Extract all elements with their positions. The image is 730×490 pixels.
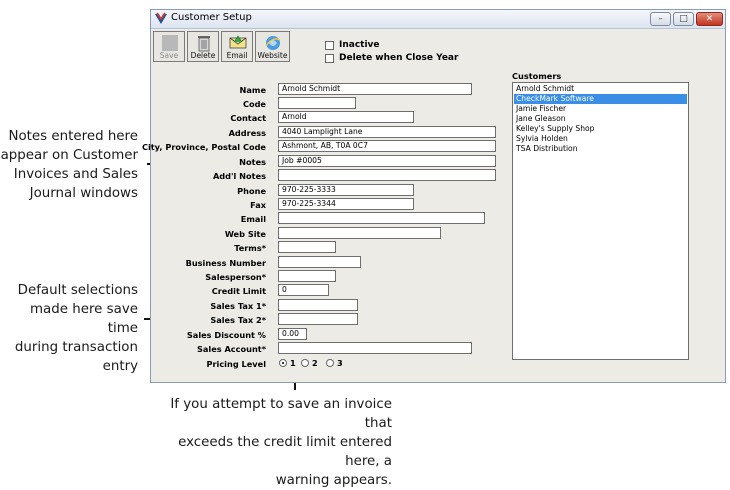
phone-label: Phone	[237, 186, 266, 196]
list-item[interactable]: Arnold Schmidt	[516, 84, 575, 93]
credit-limit-label: Credit Limit	[211, 286, 266, 296]
city-province-postal-label: City, Province, Postal Code	[141, 142, 266, 152]
web-site-input[interactable]	[278, 227, 441, 239]
notes-callout-line-1: Notes entered here	[8, 129, 138, 144]
inactive-label: Inactive	[339, 40, 380, 50]
email-label: Email	[226, 51, 248, 60]
close-button[interactable]: ✕	[696, 12, 723, 26]
pricing-level-2-radio[interactable]	[301, 359, 309, 367]
credit-callout-line-1: If you attempt to save an invoice that	[170, 397, 392, 431]
email-envelope-icon	[229, 34, 247, 52]
save-icon	[161, 34, 179, 52]
business-number-input[interactable]	[278, 256, 361, 268]
title-bar[interactable]	[151, 10, 725, 29]
defaults-callout-line-2: made here save time	[29, 302, 138, 336]
defaults-callout-line-1: Default selections	[17, 283, 138, 298]
email-button[interactable]	[221, 31, 253, 62]
globe-browser-icon	[264, 34, 282, 52]
maximize-button[interactable]: □	[673, 12, 694, 26]
customer-setup-window	[141, 9, 726, 383]
pricing-level-1-label: 1	[290, 358, 296, 368]
defaults-callout	[0, 281, 138, 376]
notes-callout	[0, 127, 138, 203]
name-input[interactable]: Arnold Schmidt	[278, 83, 472, 95]
name-label: Name	[239, 85, 266, 95]
credit-callout-line-2: exceeds the credit limit entered here, a	[178, 435, 392, 469]
web-site-label: Web Site	[224, 229, 266, 239]
list-item[interactable]: Jane Gleason	[516, 114, 566, 123]
email-field-label: Email	[240, 214, 266, 224]
email-field[interactable]	[278, 212, 485, 224]
code-input[interactable]	[278, 97, 356, 109]
sales-discount-input[interactable]: 0.00	[278, 328, 307, 340]
minimize-button[interactable]: –	[650, 12, 671, 26]
credit-limit-input[interactable]: 0	[278, 284, 329, 296]
addl-notes-input[interactable]	[278, 169, 496, 181]
delete-close-year-label: Delete when Close Year	[339, 53, 459, 63]
addl-notes-label: Add'l Notes	[212, 171, 266, 181]
fax-input[interactable]: 970-225-3344	[278, 198, 414, 210]
sales-tax-1-label: Sales Tax 1*	[210, 301, 266, 311]
notes-callout-line-2: appear on Customer	[0, 148, 138, 163]
list-item[interactable]: Sylvia Holden	[516, 134, 568, 143]
pricing-level-label: Pricing Level	[206, 359, 266, 369]
trash-can-icon	[195, 34, 213, 52]
sales-tax-2-input[interactable]	[278, 313, 358, 325]
address-label: Address	[228, 128, 266, 138]
list-item[interactable]: TSA Distribution	[516, 144, 578, 153]
save-button[interactable]	[153, 31, 185, 62]
pricing-level-2-label: 2	[312, 358, 318, 368]
save-label: Save	[159, 51, 179, 60]
address-input[interactable]: 4040 Lamplight Lane	[278, 126, 496, 138]
website-button[interactable]	[255, 31, 290, 62]
phone-input[interactable]: 970-225-3333	[278, 184, 414, 196]
credit-callout-line-3: warning appears.	[275, 473, 392, 488]
credit-callout	[140, 395, 392, 490]
delete-label: Delete	[190, 51, 216, 60]
notes-callout-line-4: Journal windows	[29, 186, 138, 201]
fax-label: Fax	[250, 200, 266, 210]
window-title: Customer Setup	[171, 12, 252, 23]
notes-input[interactable]: Job #0005	[278, 155, 496, 167]
pricing-level-3-label: 3	[337, 358, 343, 368]
contact-label: Contact	[230, 113, 266, 123]
sales-discount-label: Sales Discount %	[186, 330, 266, 340]
notes-callout-line-3: Invoices and Sales	[13, 167, 138, 182]
list-item[interactable]: Kelley's Supply Shop	[516, 124, 595, 133]
pricing-level-1-radio[interactable]	[279, 359, 287, 367]
sales-tax-1-input[interactable]	[278, 299, 358, 311]
sales-tax-2-label: Sales Tax 2*	[210, 315, 266, 325]
code-label: Code	[242, 99, 266, 109]
pricing-level-3-radio[interactable]	[326, 359, 334, 367]
list-item[interactable]: Jamie Fischer	[516, 104, 567, 113]
sales-account-input[interactable]	[278, 342, 472, 354]
city-province-postal-input[interactable]: Ashmont, AB, T0A 0C7	[278, 140, 496, 152]
business-number-label: Business Number	[185, 258, 266, 268]
customers-list[interactable]	[512, 82, 689, 360]
delete-close-year-checkbox[interactable]	[325, 54, 334, 63]
sales-account-label: Sales Account*	[196, 344, 266, 354]
defaults-callout-line-4: entry	[102, 359, 138, 374]
contact-input[interactable]: Arnold	[278, 111, 414, 123]
delete-button[interactable]	[187, 31, 219, 62]
app-logo-icon	[154, 12, 168, 26]
customers-list-title: Customers	[512, 71, 562, 81]
website-label: Website	[257, 51, 288, 60]
defaults-callout-line-3: during transaction	[14, 340, 138, 355]
terms-input[interactable]	[278, 241, 336, 253]
salesperson-label: Salesperson*	[205, 272, 266, 282]
salesperson-input[interactable]	[278, 270, 336, 282]
inactive-checkbox[interactable]	[325, 41, 334, 50]
notes-label: Notes	[239, 157, 266, 167]
list-item[interactable]: CheckMark Software	[514, 94, 687, 104]
terms-label: Terms*	[234, 243, 266, 253]
